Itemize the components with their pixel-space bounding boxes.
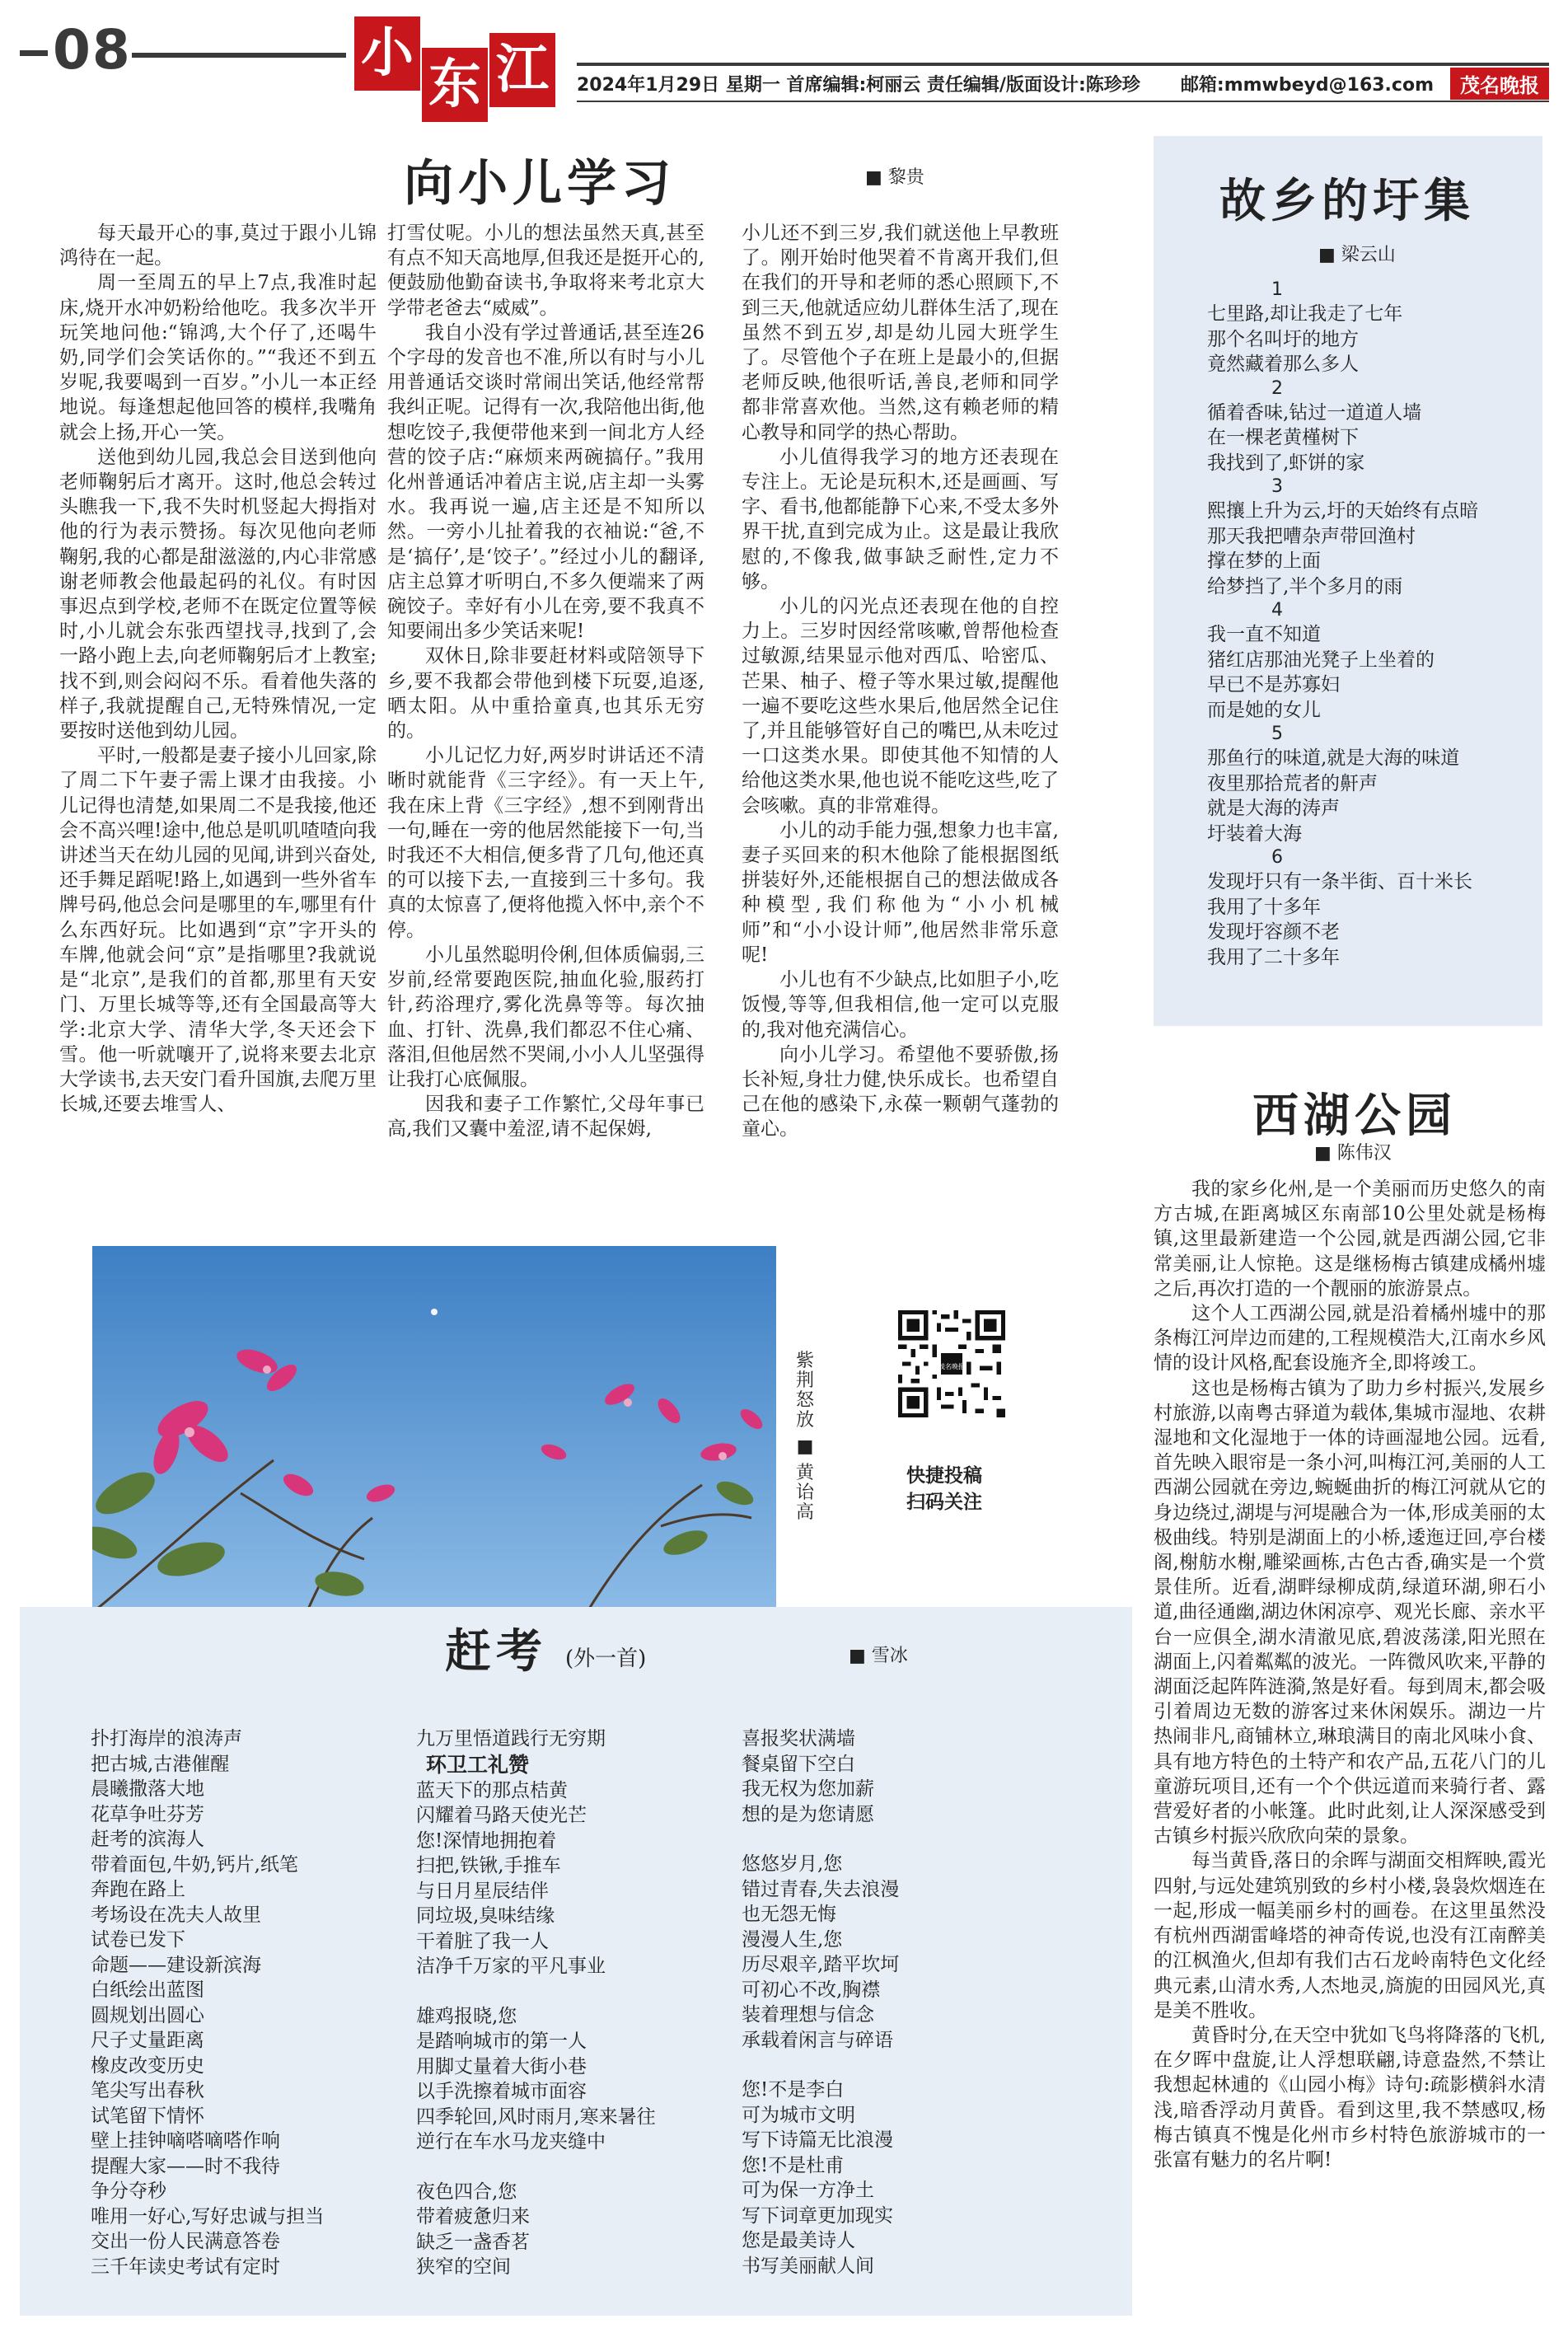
poem-line: 提醒大家——时不我待 xyxy=(91,2155,280,2177)
poem-line: 循着香味,钻过一道道人墙 xyxy=(1207,401,1422,424)
poem-line: 以手洗擦着城市面容 xyxy=(416,2081,587,2102)
paragraph: 小儿记忆力好,两岁时讲话还不清晰时就能背《三字经》。有一天上午,我在床上背《三字经》,想不到刚背出一句,睡在一旁的他居然能接下一句,当时我还不大相信,便多背了几句,他还真的可以接下去,一直接到三十多句。我真的太惊喜了,便将他揽入怀中,亲个不停。 xyxy=(387,745,704,941)
paragraph: 打雪仗呢。小儿的想法虽然天真,甚至有点不知天高地厚,但我还是挺开心的,便鼓励他勤奋读书,争取将来考北京大学带老爸去“威威”。 xyxy=(387,222,704,319)
poem-line: 您是最美诗人 xyxy=(742,2230,855,2251)
poem-line: 洁净千万家的平凡事业 xyxy=(416,1956,606,1977)
stanza-number: 2 xyxy=(1271,377,1283,399)
poem-line: 是踏响城市的第一人 xyxy=(416,2031,587,2052)
poem-title: 故乡的圩集 xyxy=(1219,174,1475,228)
poem-line: 发现圩容颜不老 xyxy=(1207,921,1340,943)
stanza-gap xyxy=(742,2053,899,2077)
exam-subtitle: (外一首) xyxy=(565,1646,647,1671)
westlake-author: ■ 陈伟汉 xyxy=(1314,1139,1392,1164)
photo-caption-text: 紫荆怒放 xyxy=(795,1351,814,1431)
header-info-bar xyxy=(577,63,1549,102)
poem-line: 闪耀着马路天使光芒 xyxy=(416,1805,587,1826)
poem-line: 竟然藏着那么多人 xyxy=(1207,354,1359,375)
poem-line: 橡皮改变历史 xyxy=(91,2054,204,2077)
header-info: 2024年1月29日 星期一 首席编辑:柯丽云 责任编辑/版面设计:陈珍珍 xyxy=(577,74,1140,96)
column-char-2: 东 xyxy=(422,48,488,122)
poem-line: 笔尖写出春秋 xyxy=(91,2080,204,2101)
poem-line: 干着脏了我一人 xyxy=(416,1930,549,1952)
paragraph: 因我和妻子工作繁忙,父母年事已高,我们又囊中羞涩,请不起保姆, xyxy=(387,1094,704,1141)
poem-line: 撑在梦的上面 xyxy=(1207,550,1321,572)
poem-line: 白纸绘出蓝图 xyxy=(91,1979,204,2001)
article-column-1 xyxy=(59,221,377,1117)
caption-separator: ■ xyxy=(796,1436,814,1457)
poem-line: 写下诗篇无比浪漫 xyxy=(742,2129,893,2151)
poem-line: 错过青春,失去浪漫 xyxy=(742,1878,900,1900)
poem-line: 悠悠岁月,您 xyxy=(742,1853,843,1875)
poem-line: 赶考的滨海人 xyxy=(91,1829,204,1850)
poem-line: 考场设在冼夫人故里 xyxy=(91,1904,261,1926)
poem-line: 写下词章更加现实 xyxy=(742,2204,893,2227)
poem-line: 争分夺秒 xyxy=(91,2180,166,2202)
page-number: 08 xyxy=(20,18,132,82)
second-poem-title: 环卫工礼赞 xyxy=(426,1752,530,1777)
paragraph: 小儿值得我学习的地方还表现在专注上。无论是玩积木,还是画画、写字、看书,他都能静下心来,不受太多外界干扰,直到完成为止。这是最让我欣慰的,不像我,做事缺乏耐性,定力不够。 xyxy=(742,446,1059,593)
poem-line: 夜里那拾荒者的鼾声 xyxy=(1207,772,1378,794)
poem-line: 交出一份人民满意答卷 xyxy=(91,2231,280,2252)
article-author: ■ 黎贵 xyxy=(865,163,924,189)
poem-line: 您!不是杜甫 xyxy=(742,2154,845,2176)
poem-line: 带着疲惫归来 xyxy=(416,2206,530,2227)
paragraph: 黄昏时分,在天空中犹如飞鸟将降落的飞机,在夕晖中盘旋,让人浮想联翩,诗意盎然,不禁让我想起林逋的《山园小梅》诗句:疏影横斜水清浅,暗香浮动月黄昏。看到这里,我不禁感叹,杨梅古镇真不愧是化州市乡村特色旅游城市的一张富有魅力的名片啊! xyxy=(1154,2024,1546,2171)
header-email: 邮箱:mmwbeyd@163.com xyxy=(1180,74,1434,96)
stanza-number: 6 xyxy=(1271,847,1283,868)
column-name xyxy=(354,16,569,124)
poem-line: 您!深情地拥抱着 xyxy=(416,1829,557,1852)
paragraph: 我自小没有学过普通话,甚至连26个字母的发音也不准,所以有时与小儿用普通话交谈时常闹出笑话,他经常帮我纠正呢。记得有一次,我陪他出街,他想吃饺子,我便带他来到一间北方人经营的饺子店:“麻烦来两碗搞仔。”我用化州普通话冲着店主说,店主却一头雾水。我再说一遍,店主还是不知所以然。一旁小儿扯着我的衣袖说:“爸,不是‘搞仔’,是‘饺子’。”经过小儿的翻译,店主总算才听明白,不多久便端来了两碗饺子。幸好有小儿在旁,要不我真不知要闹出多少笑话来呢! xyxy=(387,321,704,643)
poem-line: 我用了十多年 xyxy=(1207,896,1321,918)
poem-line: 缺乏一盏香茗 xyxy=(416,2231,530,2253)
poem-line: 猪红店那油光凳子上坐着的 xyxy=(1207,649,1435,671)
poem-line: 同垃圾,臭味结缘 xyxy=(416,1905,555,1927)
poem-line: 三千年读史考试有定时 xyxy=(91,2255,280,2278)
article-column-3 xyxy=(742,221,1059,1142)
poem-line: 给梦挡了,半个多月的雨 xyxy=(1207,575,1403,597)
poem-line: 历尽艰辛,踏平坎坷 xyxy=(742,1954,900,1975)
poem-line: 壁上挂钟嘀嗒嘀嗒作响 xyxy=(91,2130,280,2152)
paragraph: 每当黄昏,落日的余晖与湖面交相辉映,霞光四射,与远处建筑别致的乡村小楼,袅袅炊烟连在一起,形成一幅美丽乡村的画卷。在这里虽然没有杭州西湖雷峰塔的神奇传说,也没有江南醉美的江枫渔火,但却有我们古石龙岭南特色文化经典元素,山清水秀,人杰地灵,旖旎的田园风光,真是美不胜收。 xyxy=(1154,1850,1546,2021)
poem-line: 餐桌留下空白 xyxy=(742,1753,855,1775)
exam-column-3 xyxy=(742,1726,899,2279)
exam-title: 赶考 xyxy=(445,1624,547,1679)
paragraph: 双休日,除非要赶材料或陪领导下乡,要不我都会带他到楼下玩耍,追逐,晒太阳。从中重拾童真,也其乐无穷的。 xyxy=(387,645,704,742)
poem-line: 漫漫人生,您 xyxy=(742,1928,843,1951)
poem-line: 扑打海岸的浪涛声 xyxy=(91,1728,242,1750)
paragraph: 向小儿学习。希望他不要骄傲,扬长补短,身壮力健,快乐成长。也希望自己在他的感染下,永葆一颗朝气蓬勃的童心。 xyxy=(742,1043,1059,1141)
poem-line: 试笔留下情怀 xyxy=(91,2105,204,2127)
stanza-number: 1 xyxy=(1271,279,1283,300)
poem-line: 把古城,古港催醒 xyxy=(91,1753,230,1775)
poem-line: 蓝天下的那点桔黄 xyxy=(416,1779,568,1801)
poem-line: 用脚丈量着大街小巷 xyxy=(416,2055,587,2077)
stanza-gap xyxy=(416,2155,656,2180)
poem-line: 圩装着大海 xyxy=(1207,822,1302,845)
poem-line: 狭窄的空间 xyxy=(416,2256,511,2278)
poem-line: 我用了二十多年 xyxy=(1207,946,1340,968)
stanza-gap xyxy=(416,1979,656,2004)
poem-line: 承载着闲言与碎语 xyxy=(742,2029,893,2051)
stanza-number: 5 xyxy=(1271,724,1283,744)
poem-line: 唯用一好心,写好忠诚与担当 xyxy=(91,2205,325,2227)
paragraph: 周一至周五的早上7点,我准时起床,烧开水冲奶粉给他吃。我多次半开玩笑地问他:“锦鸿,大个仔了,还喝牛奶,同学们会笑话你的。”“我还不到五岁呢,我要喝到一百岁。”小儿一本正经地说。每逢想起他回答的模样,我嘴角就会上扬,开心一笑。 xyxy=(59,272,377,443)
poem-line: 发现圩只有一条半街、百十米长 xyxy=(1207,871,1472,892)
poem-line: 七里路,却让我走了七年 xyxy=(1207,303,1403,325)
poem-line: 四季轮回,风时雨月,寒来暑往 xyxy=(416,2106,656,2128)
poem-line: 命题——建设新滨海 xyxy=(91,1954,261,1976)
poem-line: 花草争吐芬芳 xyxy=(91,1803,204,1825)
poem-line: 可初心不改,胸襟 xyxy=(742,1979,881,2001)
qr-caption xyxy=(906,1463,1030,1515)
paragraph: 小儿的闪光点还表现在他的自控力上。三岁时因经常咳嗽,曾帮他检查过敏源,结果显示他对西瓜、哈密瓜、芒果、柚子、橙子等水果过敏,提醒他一遍不要吃这些水果后,他居然全记住了,并且能够管好自己的嘴巴,从未吃过一口这类水果。即使其他不知情的人给他这类水果,他也说不能吃这些,吃了会咳嗽。真的非常难得。 xyxy=(742,596,1059,817)
poem-line: 圆规划出圆心 xyxy=(91,2004,204,2026)
poem-line: 九万里悟道践行无穷期 xyxy=(416,1728,606,1750)
paragraph: 送他到幼儿园,我总会目送到他向老师鞠躬后才离开。这时,他总会转过头瞧我一下,我不失时机竖起大拇指对他的行为表示赞扬。每次见他向老师鞠躬,我的心都是甜滋滋的,内心非常感谢老师教会他最起码的礼仪。有时因事迟点到学校,老师不在既定位置等候时,小儿就会东张西望找寻,找到了,会一路小跑上去,向老师鞠躬后才上教室;找不到,则会闷闷不乐。看着他失落的样子,我就提醒自己,无特殊情况,一定要按时送他到幼儿园。 xyxy=(59,446,377,742)
newspaper-logo: 茂名晚报 xyxy=(1450,68,1549,100)
poem-line: 我找到了,虾饼的家 xyxy=(1207,452,1365,474)
poem-line: 书写美丽献人间 xyxy=(742,2255,874,2277)
article-column-2 xyxy=(387,221,704,1142)
paragraph: 这个人工西湖公园,就是沿着橘州墟中的那条梅江河岸边而建的,工程规模浩大,江南水乡风情的设计风格,配套设施齐全,即将竣工。 xyxy=(1154,1303,1546,1375)
column-char-1: 小 xyxy=(354,16,420,91)
bauhinia-photo xyxy=(92,1246,776,1613)
poem-line: 与日月星辰结伴 xyxy=(416,1880,549,1902)
poem-line: 我无权为您加薪 xyxy=(742,1778,874,1800)
paragraph: 我的家乡化州,是一个美丽而历史悠久的南方古城,在距离城区东南部10公里处就是杨梅镇,这里最新建造一个公园,就是西湖公园,它非常美丽,让人惊艳。这是继杨梅古镇建成橘州墟之后,再次打造的一个靓丽的旅游景点。 xyxy=(1154,1178,1546,1300)
stanza-number: 4 xyxy=(1271,600,1283,621)
paragraph: 小儿的动手能力强,想象力也丰富,妻子买回来的积木他除了能根据图纸拼装好外,还能根据自己的想法做成各种模型,我们称他为“小小机械师”和“小小设计师”,他居然非常乐意呢! xyxy=(742,819,1059,966)
poem-line: 熙攘上升为云,圩的天始终有点暗 xyxy=(1207,500,1479,522)
poem-line: 而是她的女儿 xyxy=(1207,699,1321,721)
stanza-gap xyxy=(742,1827,899,1852)
qr-caption-line: 快捷投稿 xyxy=(906,1465,982,1487)
qr-center-logo: 茂名晚报 xyxy=(938,1363,965,1370)
poem-line: 那鱼行的味道,就是大海的味道 xyxy=(1207,747,1460,769)
westlake-title: 西湖公园 xyxy=(1252,1089,1457,1143)
poem-line: 喜报奖状满墙 xyxy=(742,1728,855,1750)
poem-line: 那个名叫圩的地方 xyxy=(1207,328,1359,350)
paragraph: 小儿还不到三岁,我们就送他上早教班了。刚开始时他哭着不肯离开我们,但在我们的开导和老师的悉心照顾下,不到三天,他就适应幼儿群体生活了,现在虽然不到五岁,却是幼儿园大班学生了。尽管他个子在班上是最小的,但据老师反映,他很听话,善良,老师和同学都非常喜欢他。当然,这有赖老师的精心教导和同学的热心帮助。 xyxy=(742,222,1059,443)
poem-line: 在一棵老黄槿树下 xyxy=(1207,427,1359,448)
paragraph: 这也是杨梅古镇为了助力乡村振兴,发展乡村旅游,以南粤古驿道为载体,集城市湿地、农耕湿地和文化湿地于一体的诗画湿地公园。远看,首先映入眼帘是一条小河,叫梅江河,美丽的人工西湖公园就在旁边,蜿蜒曲折的梅江河就从它的身边绕过,湖堤与河堤融合为一体,形成美丽的太极曲线。特别是湖面上的小桥,逶迤迂回,亭台楼阁,榭舫水榭,雕梁画栋,古色古香,确实是一个赏景佳所。近看,湖畔绿柳成荫,绿道环湖,卵石小道,曲径通幽,湖边休闲凉亭、观光长廊、亲水平台一应俱全,湖水清澈见底,碧波荡漾,阳光照在湖面上,闪着粼粼的波光。一阵微风吹来,平静的湖面泛起阵阵涟漪,煞是好看。每到周末,都会吸引着周边无数的游客过来休闲娱乐。湖边一片热闹非凡,商铺林立,琳琅满目的南北风味小食、具有地方特色的土特产和农产品,五花八门的儿童游玩项目,还有一个个供远道而来骑行者、露营爱好者的小帐篷。此时此刻,让人深深感受到古镇乡村振兴欣欣向荣的景象。 xyxy=(1154,1377,1546,1848)
hometown-poem xyxy=(1207,279,1520,970)
poem-line: 雄鸡报晓,您 xyxy=(416,2005,517,2027)
poem-line: 夜色四合,您 xyxy=(416,2180,517,2203)
poem-line: 逆行在车水马龙夹缝中 xyxy=(416,2131,606,2152)
poem-line: 那天我把嘈杂声带回渔村 xyxy=(1207,525,1416,547)
poem-line: 就是大海的涛声 xyxy=(1207,798,1340,819)
exam-author: ■ 雪冰 xyxy=(849,1642,908,1667)
poem-line: 也无怨无悔 xyxy=(742,1904,836,1925)
poem-author: ■ 梁云山 xyxy=(1318,241,1396,266)
poem-line: 可为城市文明 xyxy=(742,2104,855,2126)
qr-caption-line: 扫码关注 xyxy=(906,1492,982,1513)
header-rule xyxy=(132,53,346,58)
poem-line: 我一直不知道 xyxy=(1207,624,1321,645)
poem-line: 早已不是苏寡妇 xyxy=(1207,674,1340,696)
poem-line: 您!不是李白 xyxy=(742,2079,845,2101)
photo-caption xyxy=(793,1351,817,1523)
poem-line: 尺子丈量距离 xyxy=(91,2030,204,2051)
poem-line: 奔跑在路上 xyxy=(91,1879,185,1900)
stanza-number: 3 xyxy=(1271,476,1283,497)
paragraph: 小儿也有不少缺点,比如胆子小,吃饭慢,等等,但我相信,他一定可以克服的,我对他充满信心。 xyxy=(742,969,1059,1041)
paragraph: 小儿虽然聪明伶俐,但体质偏弱,三岁前,经常要跑医院,抽血化验,服药打针,药浴理疗,雾化洗鼻等等。每次抽血、打针、洗鼻,我们都忍不住心痛、落泪,但他居然不哭闹,小小人儿坚强得让我打心底佩服。 xyxy=(387,944,704,1090)
poem-line: 晨曦撒落大地 xyxy=(91,1778,204,1800)
paragraph: 平时,一般都是妻子接小儿回家,除了周二下午妻子需上课才由我接。小儿记得也清楚,如果周二不是我接,他还会不高兴哩!途中,他总是叽叽喳喳向我讲述当天在幼儿园的见闻,讲到兴奋处,还手舞足蹈呢!路上,如遇到一些外省车牌号码,他总会问是哪里的车,哪里有什么东西好玩。比如遇到“京”字开头的车牌,他就会问“京”是指哪里?我就说是“北京”,是我们的首都,那里有天安门、万里长城等等,还有全国最高等大学:北京大学、清华大学,冬天还会下雪。他一听就嚷开了,说将来要去北京大学读书,去天安门看升国旗,去爬万里长城,还要去堆雪人、 xyxy=(59,745,377,1116)
exam-column-2 xyxy=(416,1726,656,2280)
poem-line: 试卷已发下 xyxy=(91,1929,185,1951)
column-char-3: 江 xyxy=(489,33,555,107)
westlake-body xyxy=(1154,1177,1546,2172)
article-title: 向小儿学习 xyxy=(404,155,676,213)
poem-line: 带着面包,牛奶,钙片,纸笔 xyxy=(91,1853,298,1876)
exam-column-1 xyxy=(91,1726,324,2279)
paragraph: 每天最开心的事,莫过于跟小儿锦鸿待在一起。 xyxy=(59,222,377,269)
poem-line: 可为保一方净土 xyxy=(742,2180,874,2201)
poem-line: 扫把,铁锹,手推车 xyxy=(416,1855,561,1876)
poem-line: 装着理想与信念 xyxy=(742,2004,874,2026)
poem-line: 想的是为您请愿 xyxy=(742,1803,874,1825)
photo-author: 黄诒高 xyxy=(795,1463,814,1523)
